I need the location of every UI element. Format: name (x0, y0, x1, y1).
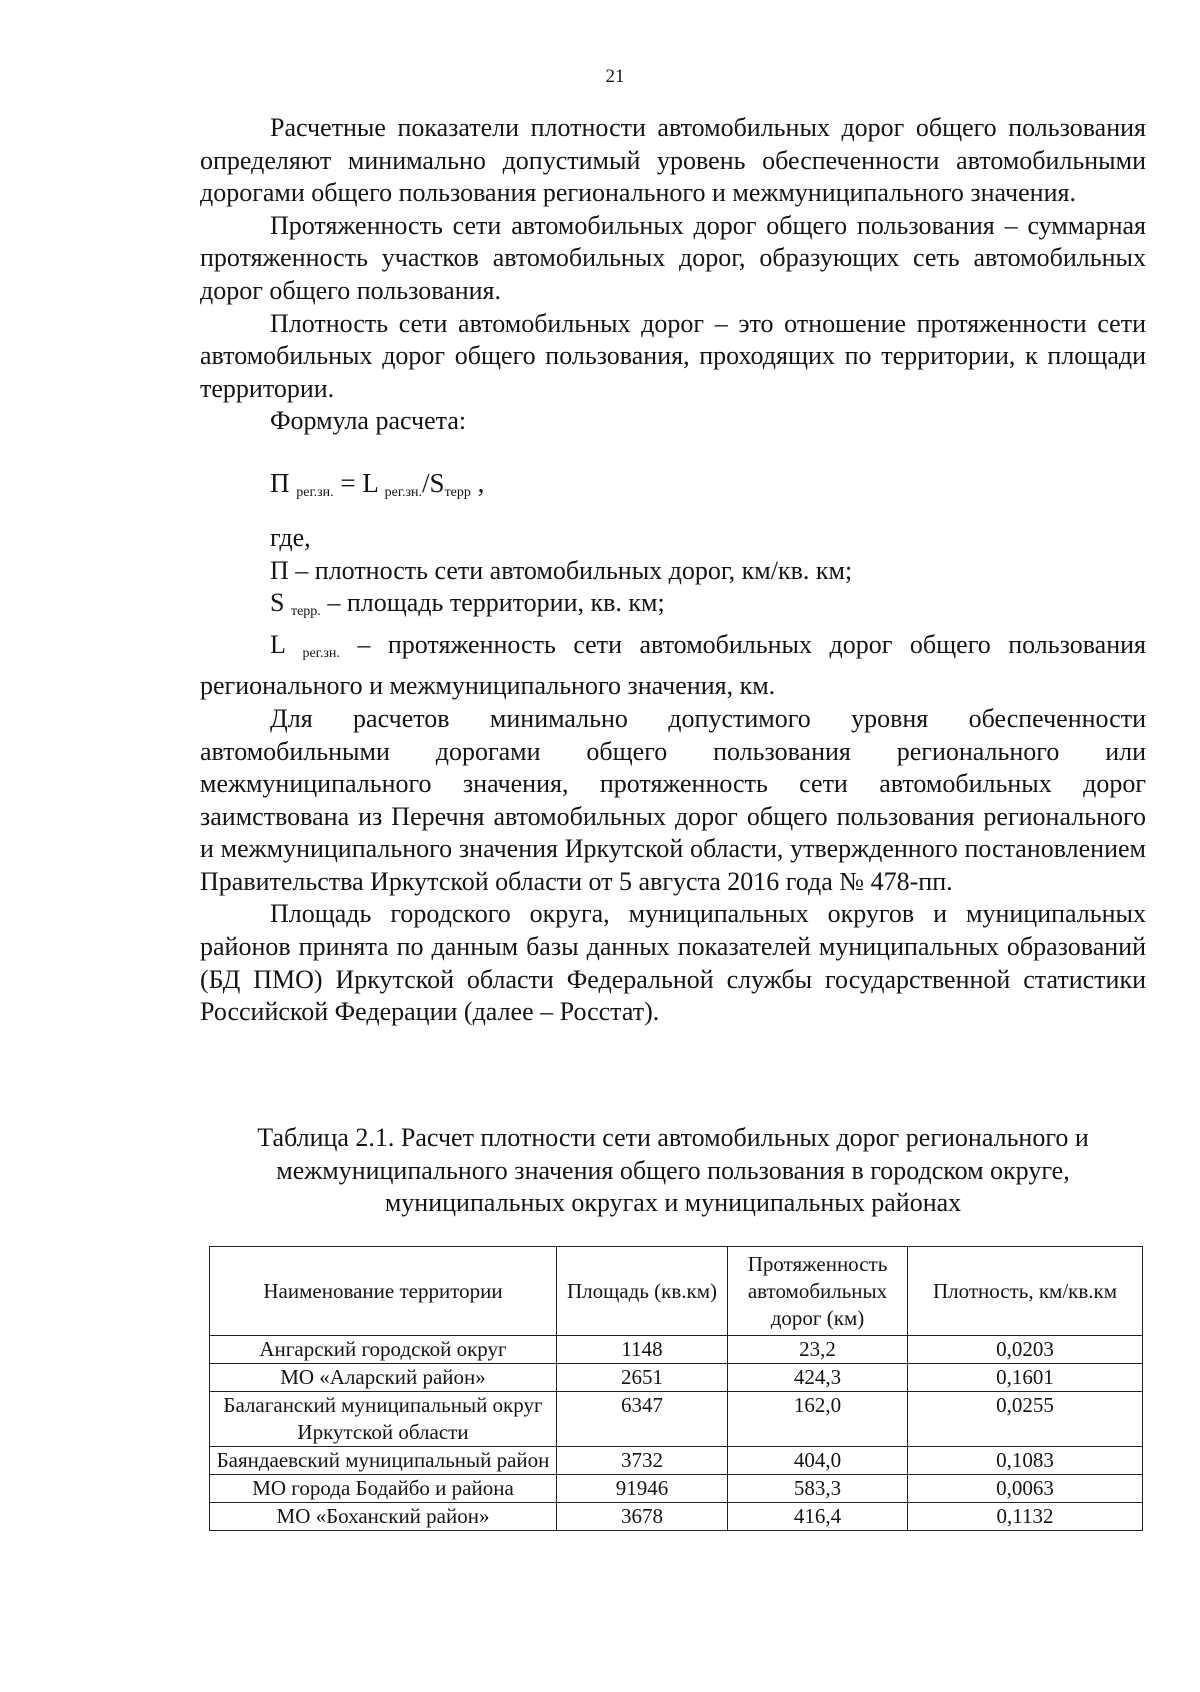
cell-area: 91946 (557, 1475, 728, 1503)
definition-length-symbol: L (270, 629, 285, 659)
paragraph-data-source-area: Площадь городского округа, муниципальных округов и муниципальных районов принята по данным базы данных показателей муниципальных образований (БД ПМО) Иркутской области Федеральной службы государственной статистики Российской Федерации (далее – Росстат). (200, 899, 1146, 1027)
cell-name: Баяндаевский муниципальный район (210, 1447, 557, 1475)
cell-name: МО города Бодайбо и района (210, 1475, 557, 1503)
definition-area-subscript: терр. (290, 604, 321, 620)
cell-density: 0,1601 (908, 1364, 1143, 1392)
table-row (210, 1503, 1143, 1531)
table-row (210, 1392, 1143, 1447)
cell-density: 0,1083 (908, 1447, 1143, 1475)
cell-name: Балаганский муниципальный округ Иркутской области (210, 1392, 557, 1447)
formula-p-subscript: рег.зн. (296, 484, 334, 500)
formula-tail: , (470, 467, 485, 498)
cell-area: 1148 (557, 1336, 728, 1364)
cell-density: 0,1132 (908, 1503, 1143, 1531)
header-territory-name: Наименование территории (210, 1247, 557, 1336)
definition-length (200, 629, 1146, 703)
definition-area-symbol: S (270, 588, 285, 618)
header-density: Плотность, км/кв.км (908, 1247, 1143, 1336)
page-number: 21 (605, 66, 625, 87)
cell-length: 583,3 (728, 1475, 908, 1503)
cell-length: 162,0 (728, 1392, 908, 1447)
document-body (200, 112, 1146, 1029)
paragraph-data-source-roads: Для расчетов минимально допустимого уровня обеспеченности автомобильными дорогами общего пользования регионального или межмуниципального значения, протяженность сети автомобильных дорог заимствована из Перечня автомобильных дорог общего пользования регионального и межмуниципального значения Иркутской области, утвержденного постановлением Правительства Иркутской области от 5 августа 2016 года № 478-пп. (200, 703, 1146, 896)
paragraph-network-density: Плотность сети автомобильных дорог – это отношение протяженности сети автомобильных дорог общего пользования, проходящих по территории, к площади территории. (200, 308, 1146, 403)
paragraph-density-indicators: Расчетные показатели плотности автомобильных дорог общего пользования определяют минимально допустимый уровень обеспеченности автомобильными дорогами общего пользования регионального и межмуниципального значения. (200, 113, 1146, 208)
definition-density: П – плотность сети автомобильных дорог, км/кв. км; (270, 555, 853, 585)
cell-name: Ангарский городской округ (210, 1336, 557, 1364)
formula-p-symbol: П (270, 467, 290, 498)
cell-density: 0,0063 (908, 1475, 1143, 1503)
table-row (210, 1447, 1143, 1475)
definition-length-subscript: рег.зн. (302, 645, 340, 661)
paragraph-network-length: Протяженность сети автомобильных дорог общего пользования – суммарная протяженность участков автомобильных дорог, образующих сеть автомобильных дорог общего пользования. (200, 210, 1146, 305)
formula-slash-s: /S (422, 467, 445, 498)
cell-area: 3732 (557, 1447, 728, 1475)
cell-density: 0,0255 (908, 1392, 1143, 1447)
definition-area (200, 587, 1146, 629)
cell-length: 424,3 (728, 1364, 908, 1392)
header-area: Площадь (кв.км) (557, 1247, 728, 1336)
cell-length: 23,2 (728, 1336, 908, 1364)
formula-s-subscript: терр (444, 484, 471, 500)
cell-name: МО «Аларский район» (210, 1364, 557, 1392)
table-header-row (210, 1247, 1143, 1336)
cell-area: 6347 (557, 1392, 728, 1447)
density-table (209, 1246, 1143, 1531)
header-road-length: Протяженность автомобильных дорог (км) (728, 1247, 908, 1336)
cell-length: 416,4 (728, 1503, 908, 1531)
formula-l-subscript: рег.зн. (384, 484, 423, 500)
cell-area: 3678 (557, 1503, 728, 1531)
cell-area: 2651 (557, 1364, 728, 1392)
cell-length: 404,0 (728, 1447, 908, 1475)
cell-density: 0,0203 (908, 1336, 1143, 1364)
table-row (210, 1475, 1143, 1503)
formula-equals-l: = L (333, 467, 378, 498)
definition-area-text: – площадь территории, кв. км; (320, 588, 665, 618)
definition-length-text: – протяженность сети автомобильных дорог общего пользования регионального и межмуниципального значения, км. (200, 629, 1147, 701)
table-row (210, 1336, 1143, 1364)
table-caption: Таблица 2.1. Расчет плотности сети автомобильных дорог регионального и межмуниципального значения общего пользования в городском округе, муниципальных округах и муниципальных районах (257, 1123, 1089, 1218)
paragraph-formula-intro: Формула расчета: (270, 406, 467, 436)
cell-name: МО «Боханский район» (210, 1503, 557, 1531)
where-label: где, (270, 522, 311, 552)
density-formula (270, 466, 1146, 514)
table-row (210, 1364, 1143, 1392)
